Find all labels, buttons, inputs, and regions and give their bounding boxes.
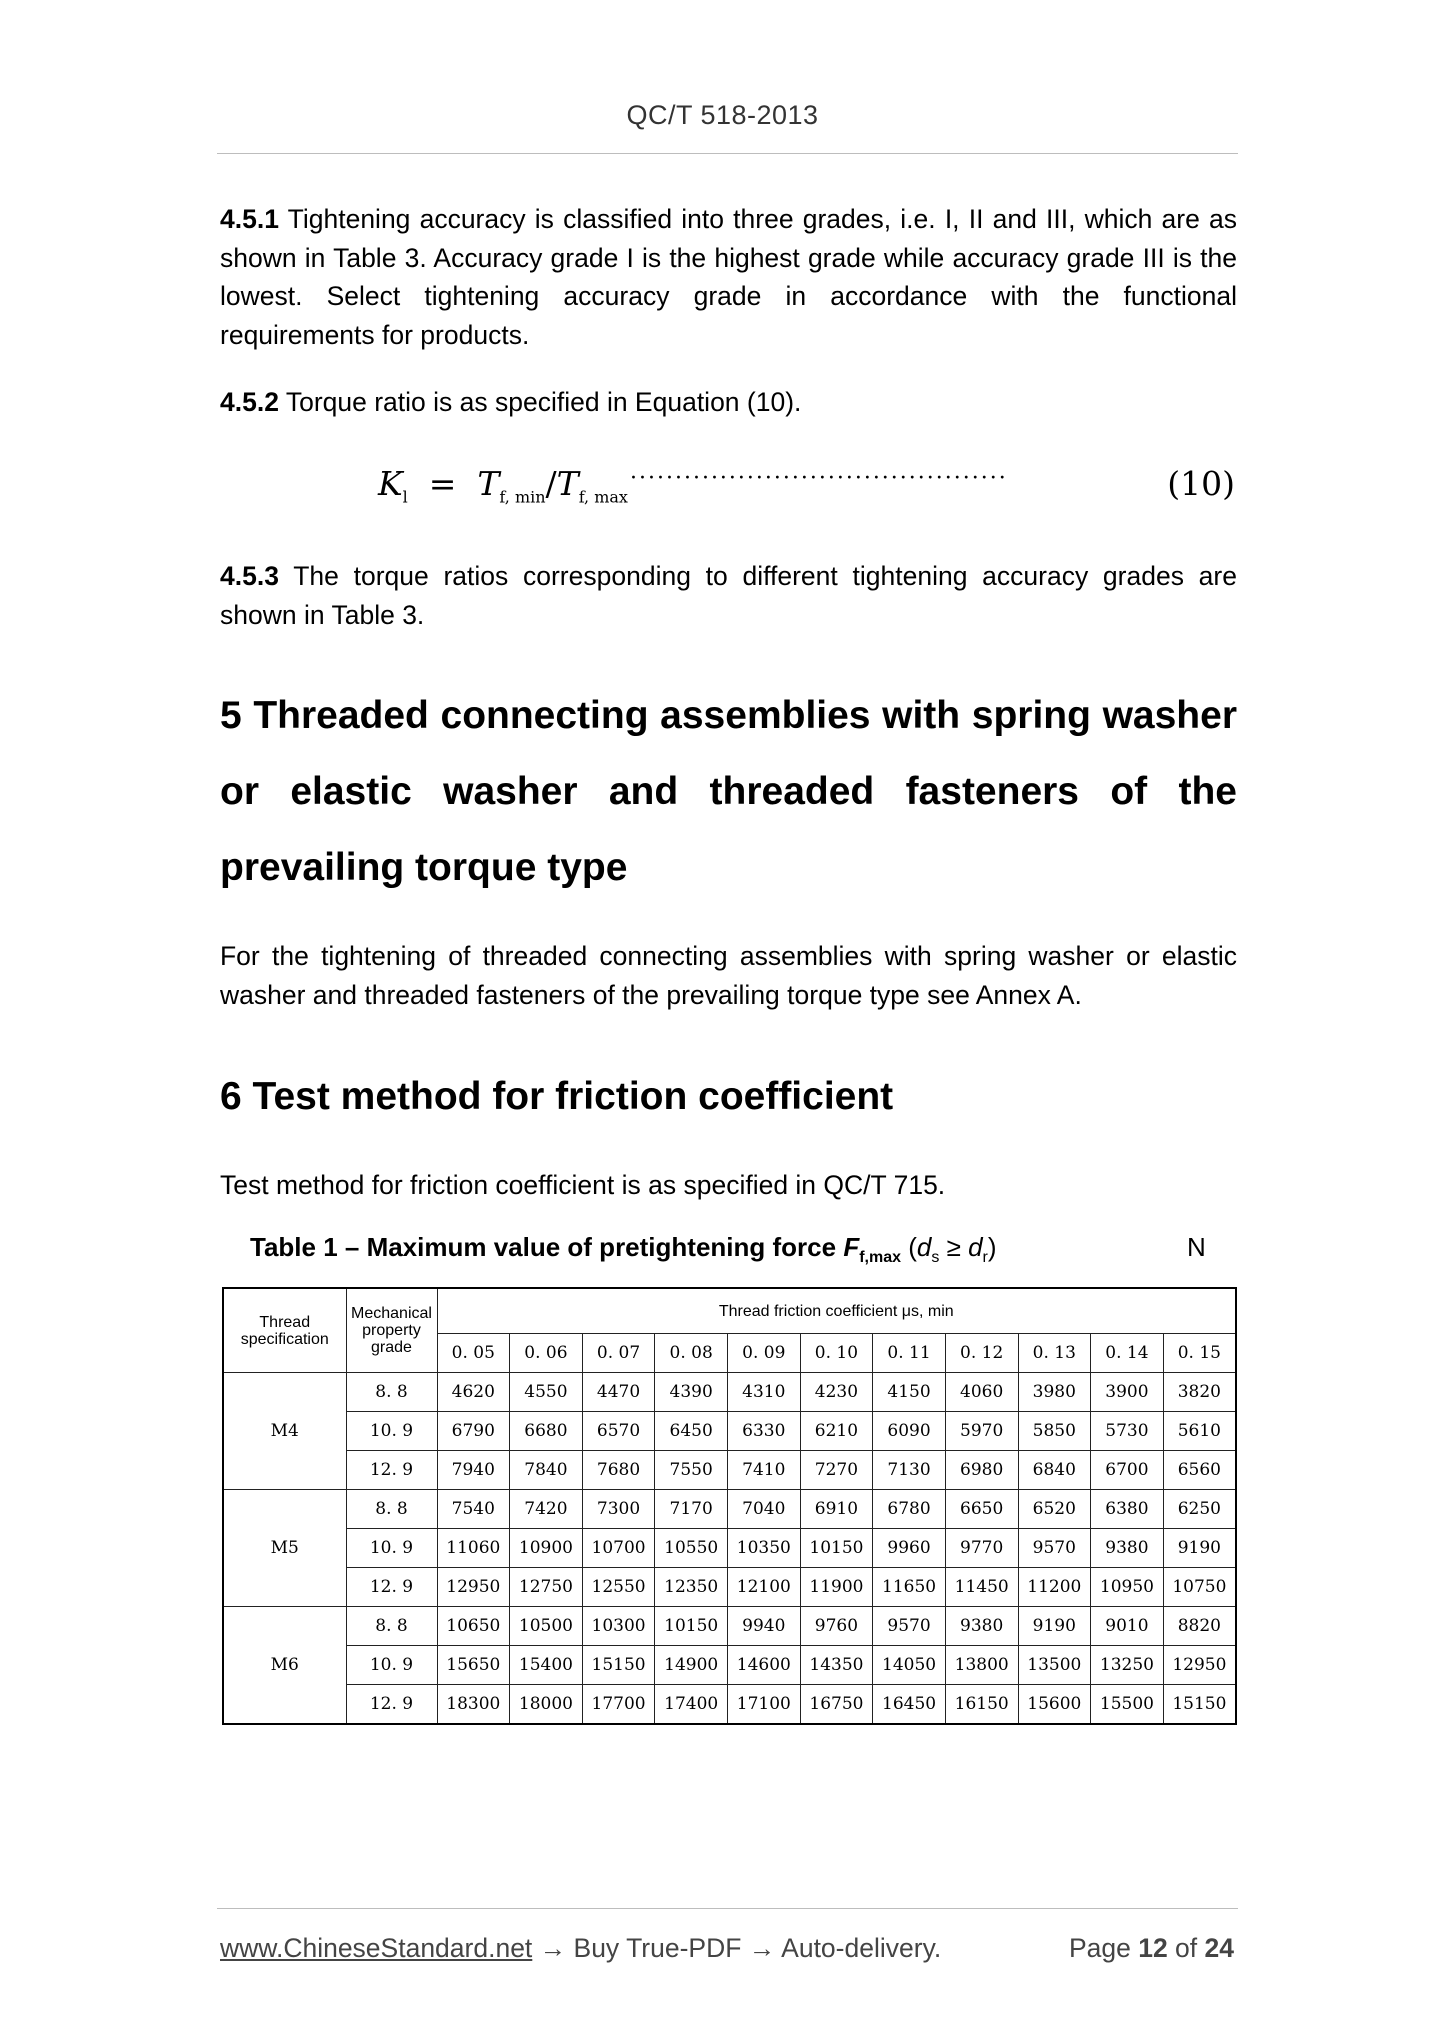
website-link[interactable]: www.ChineseStandard.net — [220, 1933, 533, 1963]
caption-symbol-f: F — [843, 1232, 860, 1262]
force-value-cell: 9770 — [945, 1529, 1018, 1568]
page-of: of — [1167, 1933, 1205, 1963]
caption-ds: d — [916, 1232, 932, 1262]
table-1 — [222, 1287, 1237, 1725]
force-value-cell: 4620 — [437, 1373, 510, 1412]
force-value-cell: 12350 — [655, 1568, 728, 1607]
force-value-cell: 9190 — [1018, 1607, 1091, 1646]
eq-k-subscript: l — [402, 487, 408, 507]
force-value-cell: 16450 — [873, 1685, 946, 1725]
table-row — [223, 1529, 1236, 1568]
header-mechanical-grade: Mechanical property grade — [346, 1288, 437, 1373]
caption-paren-close: ) — [987, 1232, 997, 1262]
force-value-cell: 6680 — [510, 1412, 583, 1451]
grade-cell: 8. 8 — [346, 1490, 437, 1529]
force-value-cell: 14900 — [655, 1646, 728, 1685]
force-value-cell: 15400 — [510, 1646, 583, 1685]
force-value-cell: 10150 — [655, 1607, 728, 1646]
force-value-cell: 4230 — [800, 1373, 873, 1412]
force-value-cell: 10650 — [437, 1607, 510, 1646]
force-value-cell: 4390 — [655, 1373, 728, 1412]
force-value-cell: 9190 — [1163, 1529, 1236, 1568]
force-value-cell: 6520 — [1018, 1490, 1091, 1529]
force-value-cell: 5730 — [1091, 1412, 1164, 1451]
clause-text: Tightening accuracy is classified into three grades, i.e. I, II and III, which are as shown in Table 3. Accuracy grade I is the highest grade while accuracy grade III is the lowest. Select tightening accuracy grade in accordance with the functional requirements for products. — [220, 204, 1237, 350]
force-value-cell: 15500 — [1091, 1685, 1164, 1725]
coefficient-header: 0. 12 — [945, 1334, 1018, 1373]
coefficient-header: 0. 08 — [655, 1334, 728, 1373]
force-value-cell: 12550 — [582, 1568, 655, 1607]
force-value-cell: 13250 — [1091, 1646, 1164, 1685]
table-1-caption — [250, 1232, 1200, 1267]
force-value-cell: 4310 — [728, 1373, 801, 1412]
force-value-cell: 5970 — [945, 1412, 1018, 1451]
eq-equals: = — [428, 464, 457, 503]
force-value-cell: 15600 — [1018, 1685, 1091, 1725]
section-5-body: For the tightening of threaded connecting assemblies with spring washer or elastic washer and threaded fasteners of the prevailing torque type see Annex A. — [220, 941, 1237, 1010]
table-row — [223, 1568, 1236, 1607]
coefficient-header: 0. 07 — [582, 1334, 655, 1373]
clause-number: 4.5.1 — [220, 204, 279, 234]
force-value-cell: 6780 — [873, 1490, 946, 1529]
force-value-cell: 10150 — [800, 1529, 873, 1568]
page-label: Page — [1068, 1933, 1139, 1963]
force-value-cell: 6450 — [655, 1412, 728, 1451]
force-value-cell: 9570 — [873, 1607, 946, 1646]
force-value-cell: 7550 — [655, 1451, 728, 1490]
force-value-cell: 17700 — [582, 1685, 655, 1725]
force-value-cell: 6560 — [1163, 1451, 1236, 1490]
force-value-cell: 6980 — [945, 1451, 1018, 1490]
force-value-cell: 16150 — [945, 1685, 1018, 1725]
thread-spec-cell: M6 — [223, 1607, 346, 1725]
force-value-cell: 11650 — [873, 1568, 946, 1607]
document-header: QC/T 518-2013 — [626, 100, 819, 130]
force-value-cell: 10950 — [1091, 1568, 1164, 1607]
caption-symbol-f-sub: f,max — [859, 1249, 901, 1267]
force-value-cell: 16750 — [800, 1685, 873, 1725]
grade-cell: 10. 9 — [346, 1646, 437, 1685]
eq-t-min-subscript: f, min — [499, 487, 546, 507]
force-value-cell: 15150 — [582, 1646, 655, 1685]
table-row — [223, 1646, 1236, 1685]
force-value-cell: 6790 — [437, 1412, 510, 1451]
force-value-cell: 11200 — [1018, 1568, 1091, 1607]
eq-slash: / — [545, 464, 557, 503]
force-value-cell: 15150 — [1163, 1685, 1236, 1725]
force-value-cell: 7300 — [582, 1490, 655, 1529]
caption-dr-sub: r — [982, 1249, 988, 1267]
force-value-cell: 6910 — [800, 1490, 873, 1529]
force-value-cell: 10900 — [510, 1529, 583, 1568]
eq-t-min-symbol: T — [477, 464, 500, 503]
force-value-cell: 7840 — [510, 1451, 583, 1490]
footer-promo: → Buy True-PDF → Auto-delivery. — [532, 1933, 942, 1963]
caption-ds-sub: s — [931, 1249, 940, 1267]
force-value-cell: 6210 — [800, 1412, 873, 1451]
force-value-cell: 18300 — [437, 1685, 510, 1725]
force-value-cell: 12950 — [437, 1568, 510, 1607]
force-value-cell: 9940 — [728, 1607, 801, 1646]
table-row — [223, 1451, 1236, 1490]
force-value-cell: 7410 — [728, 1451, 801, 1490]
table-body — [223, 1373, 1236, 1725]
force-value-cell: 5850 — [1018, 1412, 1091, 1451]
thread-spec-cell: M5 — [223, 1490, 346, 1607]
force-value-cell: 6650 — [945, 1490, 1018, 1529]
force-value-cell: 18000 — [510, 1685, 583, 1725]
coefficient-header: 0. 05 — [437, 1334, 510, 1373]
header-divider — [217, 153, 1238, 154]
force-value-cell: 3980 — [1018, 1373, 1091, 1412]
force-value-cell: 12750 — [510, 1568, 583, 1607]
force-value-cell: 6090 — [873, 1412, 946, 1451]
force-value-cell: 14600 — [728, 1646, 801, 1685]
force-value-cell: 12100 — [728, 1568, 801, 1607]
grade-cell: 10. 9 — [346, 1412, 437, 1451]
force-value-cell: 9380 — [1091, 1529, 1164, 1568]
caption-ge: ≥ — [939, 1232, 969, 1262]
section-5-heading: 5 Threaded connecting assemblies with spring washer or elastic washer and threaded fasteners of the prevailing torque type — [220, 694, 1237, 889]
force-value-cell: 10300 — [582, 1607, 655, 1646]
page-footer — [220, 1933, 1234, 1964]
force-value-cell: 9760 — [800, 1607, 873, 1646]
grade-cell: 12. 9 — [346, 1568, 437, 1607]
force-value-cell: 11060 — [437, 1529, 510, 1568]
clause-number: 4.5.3 — [220, 561, 279, 591]
force-value-cell: 9960 — [873, 1529, 946, 1568]
caption-dr: d — [968, 1232, 983, 1262]
force-value-cell: 13500 — [1018, 1646, 1091, 1685]
grade-cell: 10. 9 — [346, 1529, 437, 1568]
clause-4-5-2 — [220, 383, 1237, 422]
page-total: 24 — [1204, 1933, 1234, 1963]
clause-number: 4.5.2 — [220, 387, 279, 417]
equation-10 — [378, 458, 1238, 518]
coefficient-header: 0. 10 — [800, 1334, 873, 1373]
force-value-cell: 9010 — [1091, 1607, 1164, 1646]
force-value-cell: 10500 — [510, 1607, 583, 1646]
clause-text: The torque ratios corresponding to different tightening accuracy grades are shown in Table 3. — [220, 561, 1237, 630]
section-6-body: Test method for friction coefficient is as specified in QC/T 715. — [220, 1170, 946, 1200]
table-row — [223, 1412, 1236, 1451]
force-value-cell: 7540 — [437, 1490, 510, 1529]
force-value-cell: 6700 — [1091, 1451, 1164, 1490]
force-value-cell: 7680 — [582, 1451, 655, 1490]
force-value-cell: 3820 — [1163, 1373, 1236, 1412]
clause-text: Torque ratio is as specified in Equation (10). — [278, 387, 802, 417]
force-value-cell: 9570 — [1018, 1529, 1091, 1568]
coefficient-header: 0. 13 — [1018, 1334, 1091, 1373]
eq-k-symbol: K — [378, 464, 403, 503]
clause-4-5-1 — [220, 200, 1237, 354]
force-value-cell: 10350 — [728, 1529, 801, 1568]
force-value-cell: 6570 — [582, 1412, 655, 1451]
force-value-cell: 8820 — [1163, 1607, 1236, 1646]
force-value-cell: 11900 — [800, 1568, 873, 1607]
coefficient-header: 0. 06 — [510, 1334, 583, 1373]
coefficient-header: 0. 14 — [1091, 1334, 1164, 1373]
force-value-cell: 9380 — [945, 1607, 1018, 1646]
force-value-cell: 6330 — [728, 1412, 801, 1451]
force-value-cell: 4550 — [510, 1373, 583, 1412]
force-value-cell: 12950 — [1163, 1646, 1236, 1685]
force-value-cell: 7420 — [510, 1490, 583, 1529]
force-value-cell: 13800 — [945, 1646, 1018, 1685]
clause-4-5-3 — [220, 557, 1237, 634]
table-row — [223, 1490, 1236, 1529]
force-value-cell: 4150 — [873, 1373, 946, 1412]
caption-title: Table 1 – Maximum value of pretightening force — [250, 1232, 844, 1262]
force-value-cell: 3900 — [1091, 1373, 1164, 1412]
eq-t-max-symbol: T — [556, 464, 579, 503]
header-friction-coefficient: Thread friction coefficient μs, min — [437, 1288, 1236, 1334]
force-value-cell: 7130 — [873, 1451, 946, 1490]
force-value-cell: 7940 — [437, 1451, 510, 1490]
force-value-cell: 6380 — [1091, 1490, 1164, 1529]
grade-cell: 8. 8 — [346, 1373, 437, 1412]
table-row — [223, 1373, 1236, 1412]
force-value-cell: 10750 — [1163, 1568, 1236, 1607]
grade-cell: 12. 9 — [346, 1451, 437, 1490]
thread-spec-cell: M4 — [223, 1373, 346, 1490]
force-value-cell: 7170 — [655, 1490, 728, 1529]
equation-leader-dots: ·········································· — [630, 466, 1008, 491]
table-1-unit: N — [1187, 1232, 1206, 1262]
equation-expression — [378, 464, 628, 507]
force-value-cell: 11450 — [945, 1568, 1018, 1607]
table-row — [223, 1607, 1236, 1646]
coefficient-header: 0. 11 — [873, 1334, 946, 1373]
force-value-cell: 10550 — [655, 1529, 728, 1568]
coefficient-header: 0. 15 — [1163, 1334, 1236, 1373]
grade-cell: 8. 8 — [346, 1607, 437, 1646]
caption-paren-open: ( — [901, 1232, 917, 1262]
footer-divider — [217, 1908, 1238, 1909]
caption-condition — [901, 1232, 997, 1267]
force-value-cell: 4470 — [582, 1373, 655, 1412]
eq-t-max-subscript: f, max — [578, 487, 628, 507]
page-number: 12 — [1138, 1933, 1168, 1963]
force-value-cell: 17400 — [655, 1685, 728, 1725]
pretightening-force-table — [222, 1287, 1237, 1725]
force-value-cell: 4060 — [945, 1373, 1018, 1412]
force-value-cell: 14350 — [800, 1646, 873, 1685]
force-value-cell: 5610 — [1163, 1412, 1236, 1451]
equation-number: (10) — [1167, 464, 1235, 503]
grade-cell: 12. 9 — [346, 1685, 437, 1725]
force-value-cell: 14050 — [873, 1646, 946, 1685]
force-value-cell: 7040 — [728, 1490, 801, 1529]
coefficient-header: 0. 09 — [728, 1334, 801, 1373]
force-value-cell: 6840 — [1018, 1451, 1091, 1490]
force-value-cell: 17100 — [728, 1685, 801, 1725]
force-value-cell: 7270 — [800, 1451, 873, 1490]
table-row — [223, 1685, 1236, 1725]
force-value-cell: 15650 — [437, 1646, 510, 1685]
section-6-heading: 6 Test method for friction coefficient — [220, 1075, 894, 1118]
page-indicator — [1069, 1933, 1234, 1964]
header-thread-specification: Thread specification — [223, 1288, 346, 1373]
force-value-cell: 6250 — [1163, 1490, 1236, 1529]
force-value-cell: 10700 — [582, 1529, 655, 1568]
